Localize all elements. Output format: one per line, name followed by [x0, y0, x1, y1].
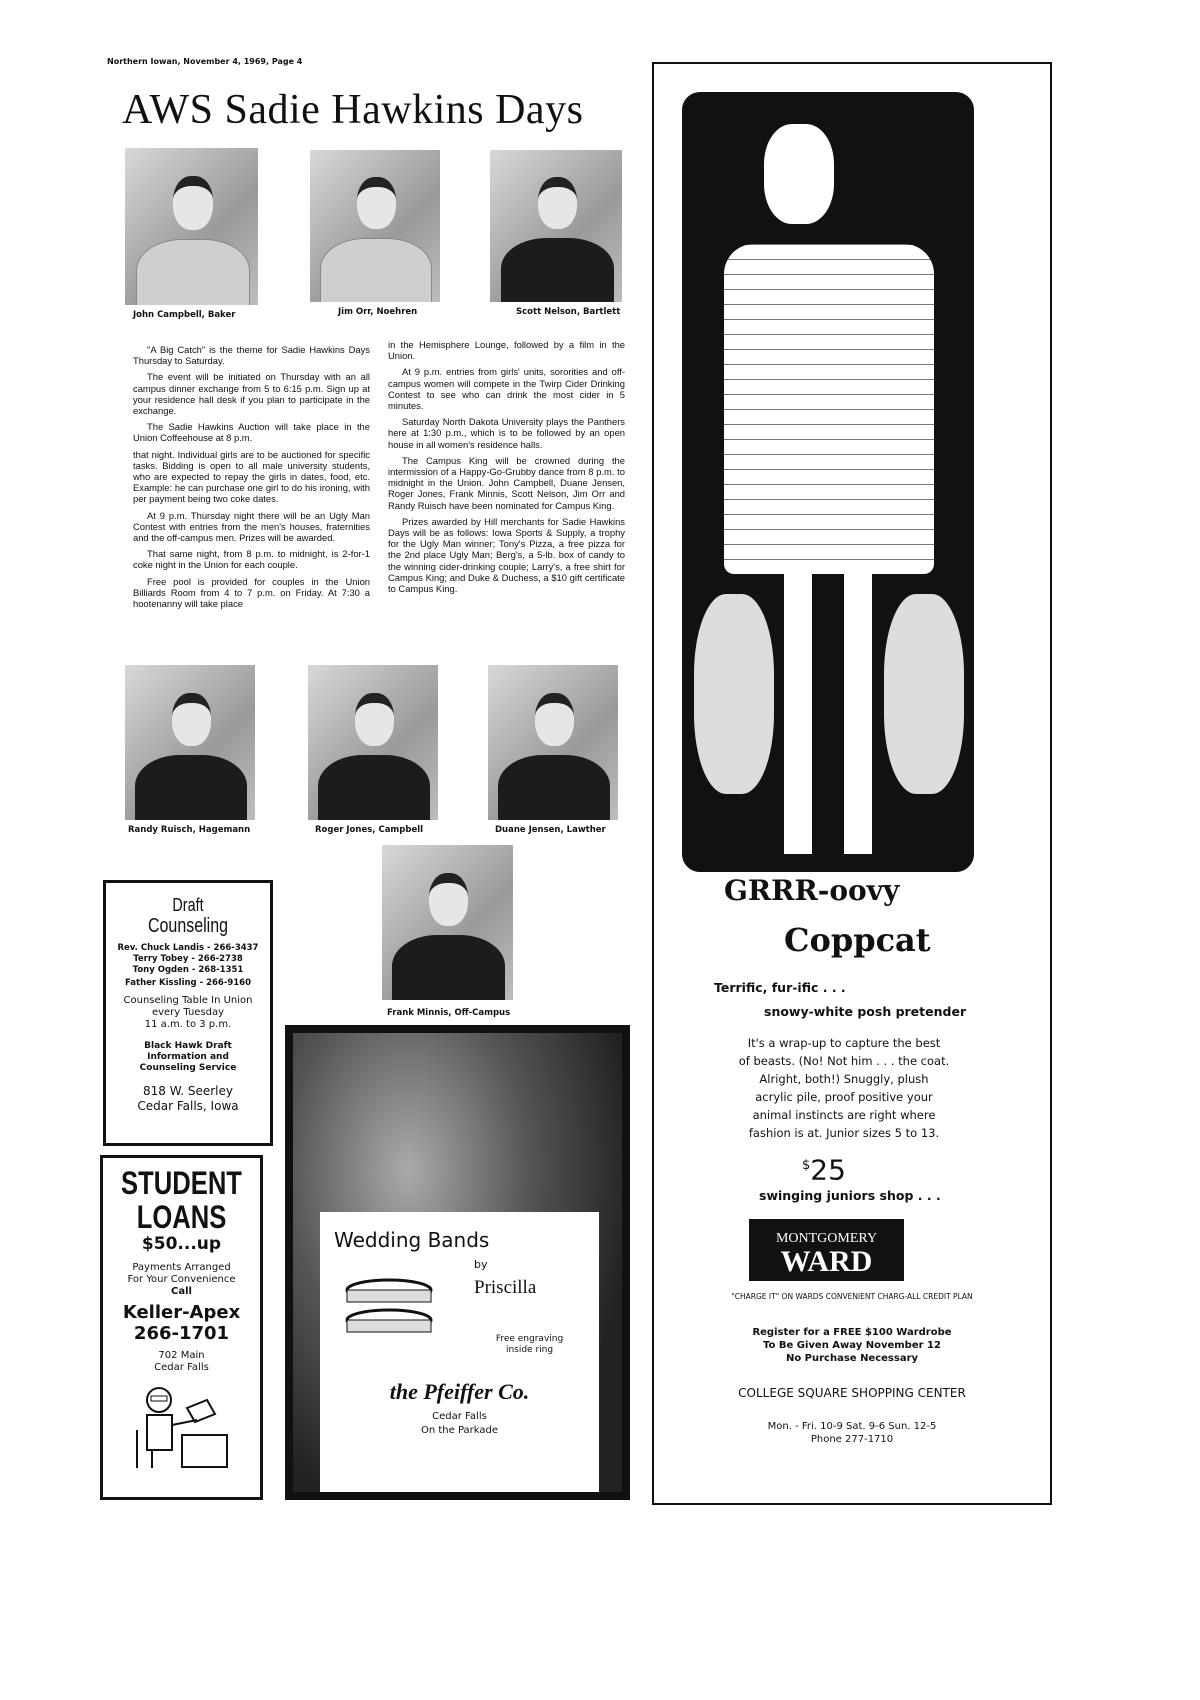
draft-counseling-ad: Draft Counseling Rev. Chuck Landis - 266-3437 Terry Tobey - 266-2738 Tony Ogden - 268-1351 Father Kissling - 266-9160 Counseling Table In Union every Tuesday 11 a.m. to 3 p.m. Black Hawk Draft Information and Counseling Service 818 W. Seerley Cedar Falls, Iowa: [103, 880, 273, 1146]
store-hours: Mon. - Fri. 10-9 Sat. 9-6 Sun. 12-5 Phone 277-1710: [767, 1421, 937, 1445]
tagline: Terrific, fur-ific . . .: [714, 980, 846, 995]
coat-illustration: [682, 92, 974, 872]
photo-caption: Randy Ruisch, Hagemann: [128, 825, 251, 835]
article-headline: AWS Sadie Hawkins Days: [122, 87, 584, 133]
photo-frank-minnis: [382, 845, 513, 1000]
engraving-note: Free engraving inside ring: [495, 1334, 564, 1355]
price: $25: [802, 1153, 846, 1187]
wedding-title: Wedding Bands: [334, 1228, 490, 1252]
by-label: by: [474, 1258, 488, 1271]
photo-caption: Scott Nelson, Bartlett: [516, 307, 621, 317]
photo-duane-jensen: [488, 665, 618, 820]
article-column-left: "A Big Catch" is the theme for Sadie Hawkins Days Thursday to Saturday. The event will be initiated on Thursday with an all campus dinner exchange from 5 to 6:15 p.m. Sign up at your residence hall desk if you plan to participate in the exchange. The Sadie Hawkins Auction will take place in the Union Coffeehouse at 8 p.m. that night. Individual girls are to be auctioned for specific tasks. Bidding is open to all male university students, who are expected to repay the girls in dates, food, etc. Example: he can purchase one girl to do his ironing, with per payment being two coke dates. At 9 p.m. Thursday night there will be an Ugly Man Contest with entries from the men's houses, fraternities and the off-campus men. Prizes will be awarded. That same night, from 8 p.m. to midnight, is 2-for-1 coke night in the Union for each couple. Free pool is provided for couples in the Union Billiards Room from 4 to 7 p.m. on Friday. At 7:30 a hootenanny will take place: [133, 344, 370, 610]
photo-jim-orr: [310, 150, 440, 302]
photo-scott-nelson: [490, 150, 622, 302]
page-header: Northern Iowan, November 4, 1969, Page 4: [107, 57, 303, 66]
tagline: snowy-white posh pretender: [764, 1004, 967, 1019]
photo-roger-jones: [308, 665, 438, 820]
store-name: the Pfeiffer Co.: [389, 1379, 530, 1404]
headline-groovy: GRRR-oovy: [724, 874, 900, 907]
wedding-bands-text-panel: [320, 1212, 599, 1492]
shop-name: swinging juniors shop . . .: [759, 1188, 941, 1203]
montgomery-ward-ad: [652, 62, 1052, 1505]
photo-john-campbell: [125, 148, 258, 305]
charge-plan-note: "CHARGE IT" ON WARDS CONVENIENT CHARG-ALL CREDIT PLAN: [731, 1292, 973, 1301]
shopping-center-name: COLLEGE SQUARE SHOPPING CENTER: [738, 1386, 966, 1400]
photo-caption: Jim Orr, Noehren: [338, 307, 418, 317]
ad-body-copy: It's a wrap-up to capture the best of beasts. (No! Not him . . . the coat. Alright, both!) Snuggly, plush acrylic pile, proof positive your animal instincts are right where fashion is at. Junior sizes 5 to 13.: [738, 1036, 950, 1140]
article-column-right: in the Hemisphere Lounge, followed by a film in the Union. At 9 p.m. entries from girls' units, sororities and off-campus women will compete in the Twirp Cider Drinking Contest to see who can drink the most cider in 5 minutes. Saturday North Dakota University plays the Panthers here at 1:30 p.m., which is to be followed by an open house in all women's residence halls. The Campus King will be crowned during the intermission of a Happy-Go-Grubby dance from 8 p.m. to midnight in the Union. John Campbell, Duane Jensen, Roger Jones, Frank Minnis, Scott Nelson, Jim Orr and Randy Ruisch have been nominated for Campus King. Prizes awarded by Hill merchants for Sadie Hawkins Days will be as follows: Iowa Sports & Supply, a trophy for the Ugly Man winner; Tony's Pizza, a free pizza for the 2nd place Ugly Man; Berg's, a 5-lb. box of candy to the winning cider-drinking couple; Larry's, a free shirt for Campus King; and Duke & Duchess, a $10 gift certificate to Campus King.: [388, 339, 625, 595]
typewriter-man-illustration: [127, 1380, 237, 1470]
montgomery-ward-logo: MONTGOMERY WARD: [749, 1219, 904, 1281]
photo-caption: Frank Minnis, Off-Campus: [387, 1008, 511, 1018]
photo-caption: John Campbell, Baker: [133, 310, 236, 320]
register-promo: Register for a FREE $100 Wardrobe To Be Given Away November 12 No Purchase Necessary: [752, 1327, 952, 1364]
wedding-bands-ad: [285, 1025, 630, 1500]
student-loans-ad: STUDENT LOANS $50...up Payments Arranged For Your Convenience Call Keller-Apex 266-1701 702 Main Cedar Falls: [100, 1155, 263, 1500]
brand-name: Priscilla: [474, 1277, 537, 1298]
headline-copycat: Coppcat: [784, 921, 931, 959]
wedding-rings-icon: [334, 1272, 454, 1350]
photo-caption: Duane Jensen, Lawther: [495, 825, 606, 835]
store-location: Cedar Falls On the Parkade: [420, 1411, 499, 1436]
photo-caption: Roger Jones, Campbell: [315, 825, 424, 835]
photo-randy-ruisch: [125, 665, 255, 820]
